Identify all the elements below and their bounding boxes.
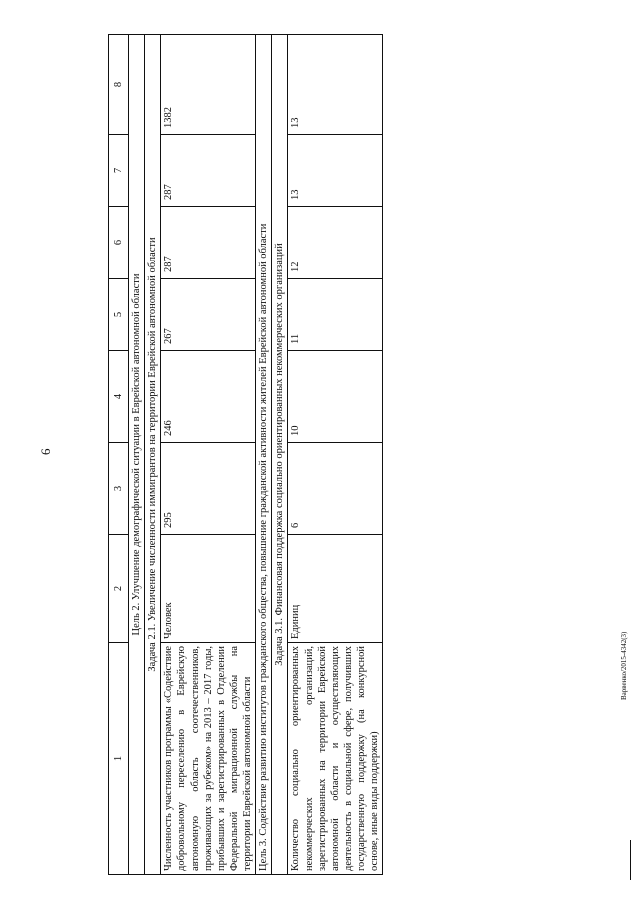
value-cell: 287 <box>161 135 256 207</box>
col-header-8: 8 <box>109 35 129 135</box>
goal-row <box>129 35 145 875</box>
col-header-5: 5 <box>109 279 129 351</box>
task-row <box>145 35 161 875</box>
goal-3: Цель 3. Содействие развитию институтов гражданского общества, повышение гражданской активности жителей Еврейской автономной области <box>256 35 272 875</box>
indicator-description: Численность участников программы «Содействие добровольному переселению в Еврейскую автономную область соотечественников, проживающих за рубежом» на 2013 – 2017 годы, прибывших и зарегистрированных в Отделении Федеральной миграционной службы на территории Еврейской автономной области <box>161 643 256 875</box>
value-cell: 295 <box>161 443 256 535</box>
goal-row <box>256 35 272 875</box>
goal-2: Цель 2. Улучшение демографической ситуации в Еврейской автономной области <box>129 35 145 875</box>
col-header-3: 3 <box>109 443 129 535</box>
unit-cell: Единиц <box>288 535 383 643</box>
col-header-1: 1 <box>109 643 129 875</box>
col-header-6: 6 <box>109 207 129 279</box>
unit-cell: Человек <box>161 535 256 643</box>
col-header-4: 4 <box>109 351 129 443</box>
value-cell: 13 <box>288 35 383 135</box>
col-header-7: 7 <box>109 135 129 207</box>
task-row <box>272 35 288 875</box>
indicator-table <box>108 34 383 875</box>
value-cell: 246 <box>161 351 256 443</box>
value-cell: 287 <box>161 207 256 279</box>
task-3-1: Задача 3.1. Финансовая поддержка социально ориентированных некоммерческих организаций <box>272 35 288 875</box>
indicator-description: Количество социально ориентированных некоммерческих организаций, зарегистрированных на территории Еврейской автономной области и осуществляющих деятельность в социальной сфере, получивших государственную поддержку (на конкурсной основе, иные виды поддержки) <box>288 643 383 875</box>
task-2-1: Задача 2.1. Увеличение численности иммигрантов на территории Еврейской автономной области <box>145 35 161 875</box>
col-header-2: 2 <box>109 535 129 643</box>
indicator-row <box>288 35 383 875</box>
value-cell: 10 <box>288 351 383 443</box>
footer-code: Варвенко/2015-4342(3) <box>620 631 628 700</box>
value-cell: 6 <box>288 443 383 535</box>
indicator-table-container <box>108 35 578 875</box>
page-number: 6 <box>38 448 53 455</box>
value-cell: 267 <box>161 279 256 351</box>
value-cell: 1382 <box>161 35 256 135</box>
margin-line <box>630 840 631 880</box>
value-cell: 13 <box>288 135 383 207</box>
header-row <box>109 35 129 875</box>
indicator-row <box>161 35 256 875</box>
value-cell: 11 <box>288 279 383 351</box>
value-cell: 12 <box>288 207 383 279</box>
